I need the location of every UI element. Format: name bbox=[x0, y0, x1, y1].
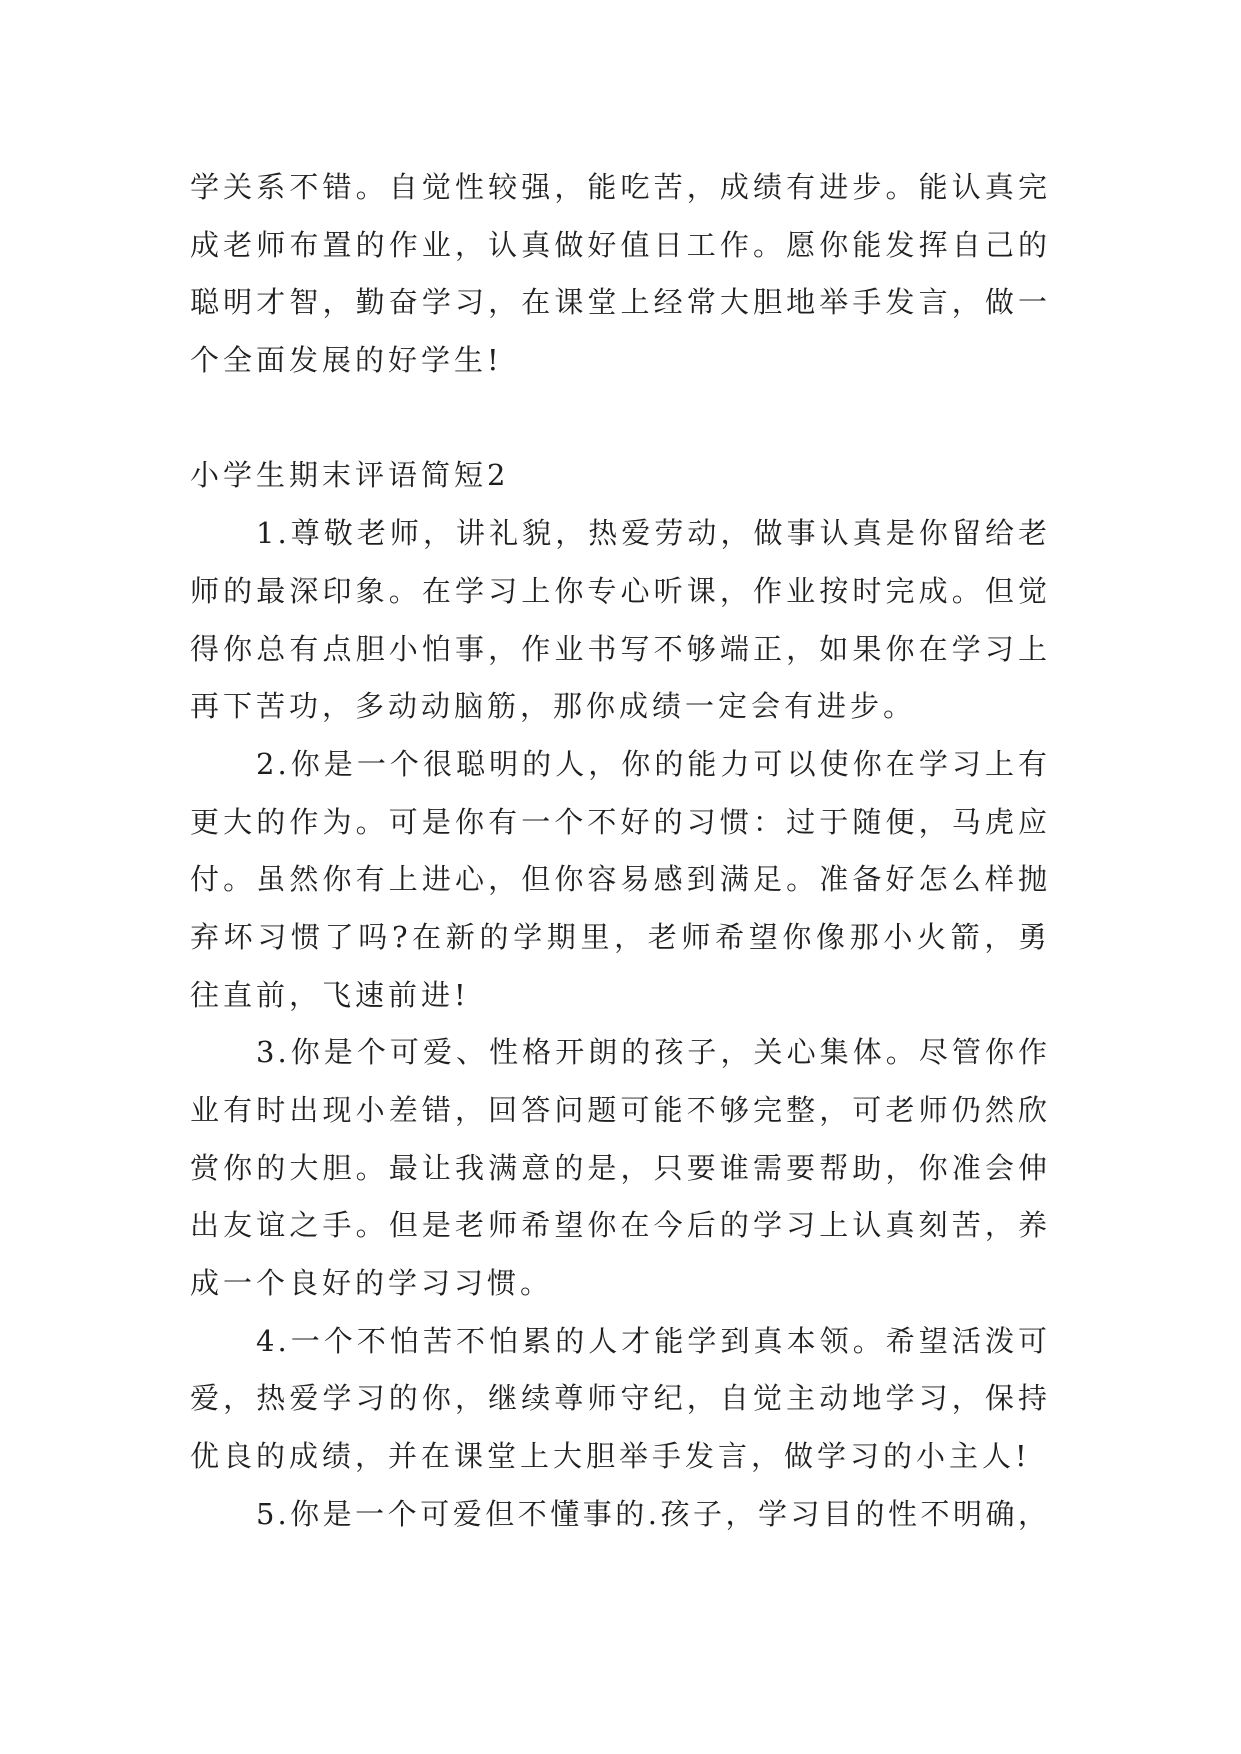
comment-item-4 bbox=[190, 1313, 1050, 1486]
text-line: 师的最深印象。在学习上你专心听课，作业按时完成。但觉 bbox=[190, 573, 1050, 608]
section-heading: 小学生期末评语简短2 bbox=[190, 458, 510, 493]
text-line: 爱，热爱学习的你，继续尊师守纪，自觉主动地学习，保持 bbox=[190, 1381, 1050, 1416]
text-line: 赏你的大胆。最让我满意的是，只要谁需要帮助，你准会伸 bbox=[190, 1150, 1050, 1185]
text-line: 出友谊之手。但是老师希望你在今后的学习上认真刻苦，养 bbox=[190, 1208, 1050, 1243]
text-line: 成老师布置的作业，认真做好值日工作。愿你能发挥自己的 bbox=[190, 227, 1050, 262]
text-line: 再下苦功，多动动脑筋，那你成绩一定会有进步。 bbox=[190, 689, 917, 724]
text-line: 得你总有点胆小怕事，作业书写不够端正，如果你在学习上 bbox=[190, 631, 1050, 666]
text-line: 学关系不错。自觉性较强，能吃苦，成绩有进步。能认真完 bbox=[190, 170, 1050, 204]
text-line: 聪明才智，勤奋学习，在课堂上经常大胆地举手发言，做一 bbox=[190, 285, 1050, 320]
text-line: 1.尊敬老师，讲礼貌，热爱劳动，做事认真是你留给老 bbox=[256, 516, 1050, 551]
continuation-paragraph bbox=[190, 159, 1050, 390]
text-line: 业有时出现小差错，回答问题可能不够完整，可老师仍然欣 bbox=[190, 1093, 1050, 1127]
text-line: 弃坏习惯了吗?在新的学期里，老师希望你像那小火箭，勇 bbox=[190, 919, 1050, 954]
comment-item-1 bbox=[190, 505, 1050, 736]
text-line: 个全面发展的好学生! bbox=[190, 343, 503, 378]
document-body bbox=[190, 159, 1050, 1544]
text-line: 4.一个不怕苦不怕累的人才能学到真本领。希望活泼可 bbox=[256, 1323, 1050, 1358]
text-line: 优良的成绩，并在课堂上大胆举手发言，做学习的小主人! bbox=[190, 1439, 1031, 1474]
text-line: 更大的作为。可是你有一个不好的习惯：过于随便，马虎应 bbox=[190, 804, 1050, 839]
comment-item-3 bbox=[190, 1024, 1050, 1312]
text-line: 往直前，飞速前进! bbox=[190, 977, 470, 1012]
text-line: 3.你是个可爱、性格开朗的孩子，关心集体。尽管你作 bbox=[256, 1035, 1050, 1070]
comment-item-2 bbox=[190, 736, 1050, 1024]
comment-item-5 bbox=[190, 1486, 1050, 1544]
text-line: 付。虽然你有上进心，但你容易感到满足。准备好怎么样抛 bbox=[190, 862, 1050, 897]
text-line: 2.你是一个很聪明的人，你的能力可以使你在学习上有 bbox=[256, 746, 1050, 781]
text-line: 5.你是一个可爱但不懂事的.孩子，学习目的性不明确， bbox=[256, 1496, 1050, 1531]
text-line: 成一个良好的学习习惯。 bbox=[190, 1266, 554, 1301]
